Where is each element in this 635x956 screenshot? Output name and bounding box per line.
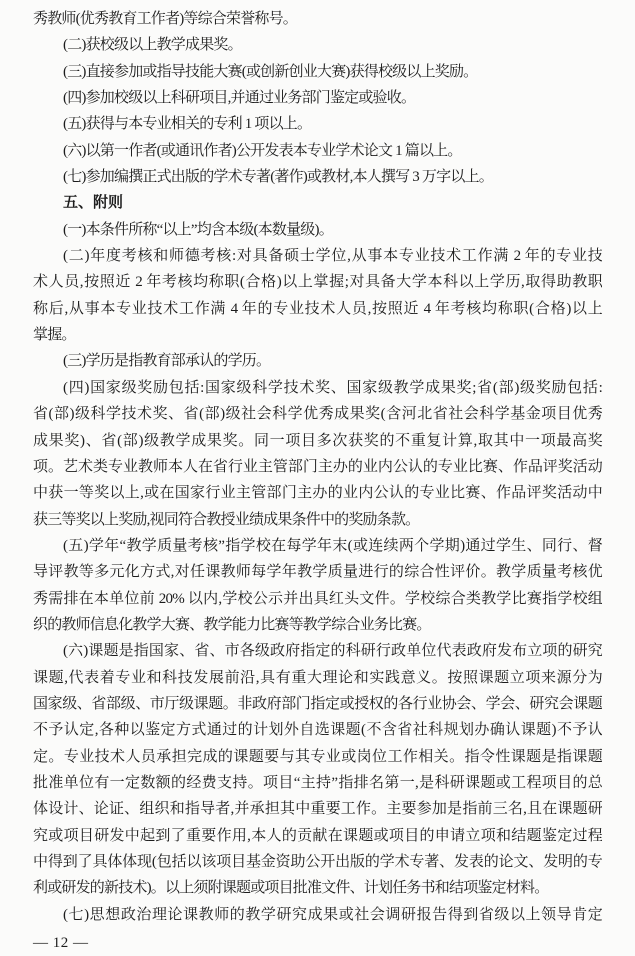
text-line: (三)直接参加或指导技能大赛(或创新创业大赛)获得校级以上奖励。 [63, 63, 478, 80]
text-line: (四)参加校级以上科研项目,并通过业务部门鉴定或验收。 [63, 90, 416, 107]
text-line: 掌握。 [33, 327, 76, 344]
text-line: 国家级、省部级、市厅级课题。非政府部门指定或授权的各行业协会、学会、研究会课题 [33, 695, 602, 712]
text-line: 中得到了具体体现(包括以该项目基金资助公开出版的学术专著、发表的论文、发明的专 [33, 854, 602, 870]
text-line: 导评教等多元化方式,对任课教师每学年教学质量进行的综合性评价。教学质量考核优 [33, 564, 602, 581]
text-line: 项。艺术类专业教师本人在省行业主管部门主办的业内公认的专业比赛、作品评奖活动 [33, 458, 602, 475]
text-line: 课题,代表着专业和科技发展前沿,具有重大理论和实践意义。按照课题立项来源分为 [33, 669, 602, 686]
text-lines [33, 6, 602, 928]
text-line: 获三等奖以上奖励,视同符合教授业绩成果条件中的奖励条款。 [33, 511, 420, 528]
text-line: (七)思想政治理论课教师的教学研究成果或社会调研报告得到省级以上领导肯定 [63, 906, 602, 923]
text-line: 不予认定,各种以鉴定方式通过的计划外自选课题(不含省社科规划办确认课题)不予认 [33, 722, 602, 739]
text-line: 定。专业技术人员承担完成的课题要与其专业或岗位工作相关。指令性课题是指课题 [33, 748, 602, 765]
text-line: 秀教师(优秀教育工作者)等综合荣誉称号。 [33, 11, 297, 27]
text-line: (二)获校级以上教学成果奖。 [63, 37, 242, 54]
text-line: (五)获得与本专业相关的专利 1 项以上。 [63, 116, 312, 133]
text-line: 利或研发的新技术)。以上须附课题或项目批准文件、计划任务书和结项鉴定材料。 [33, 880, 549, 897]
text-line: 成果奖)、省(部)级教学成果奖。同一项目多次获奖的不重复计算,取其中一项最高奖 [33, 432, 602, 449]
text-line: 织的教师信息化教学大赛、教学能力比赛等教学综合业务比赛。 [33, 616, 431, 633]
text-line: 体设计、论证、组织和指导者,并承担其中重要工作。主要参加是指前三名,且在课题研 [33, 801, 602, 818]
text-line: (七)参加编撰正式出版的学术专著(著作)或教材,本人撰写 3 万字以上。 [63, 169, 493, 186]
text-line: (六)课题是指国家、省、市各级政府指定的科研行政单位代表政府发布立项的研究 [63, 643, 602, 660]
page-number: — 12 — [33, 935, 89, 952]
text-line: 究或项目研发中起到了重要作用,本人的贡献在课题或项目的申请立项和结题鉴定过程 [33, 827, 602, 844]
text-line: 术人员,按照近 2 年考核均称职(合格)以上掌握;对具备大学本科以上学历,取得助教职 [33, 274, 602, 291]
text-line: (五)学年“教学质量考核”指学校在每学年末(或连续两个学期)通过学生、同行、督 [63, 537, 602, 554]
text-line: 中获一等奖以上,或在国家行业主管部门主办的业内公认的专业比赛、作品评奖活动中 [33, 485, 602, 502]
text-line: (四)国家级奖励包括:国家级科学技术奖、国家级教学成果奖;省(部)级奖励包括: [63, 379, 602, 396]
section-heading: 五、附则 [63, 194, 124, 212]
text-line: (六)以第一作者(或通讯作者)公开发表本专业学术论文 1 篇以上。 [63, 142, 462, 159]
text-line: 秀需排在本单位前 20% 以内,学校公示并出具红头文件。学校综合类教学比赛指学校组 [33, 590, 602, 607]
text-line: 省(部)级科学技术奖、省(部)级社会科学优秀成果奖(含河北省社会科学基金项目优秀 [33, 406, 602, 423]
text-line: 称后,从事本专业技术工作满 4 年的专业技术人员,按照近 4 年考核均称职(合格)以上 [33, 300, 602, 317]
text-line: (一)本条件所称“以上”均含本级(本数量级)。 [63, 221, 333, 238]
text-line: (三)学历是指教育部承认的学历。 [63, 353, 271, 370]
text-line: (二)年度考核和师德考核:对具备硕士学位,从事本专业技术工作满 2 年的专业技 [63, 248, 602, 265]
text-line: 批准单位有一定数额的经费支持。项目“主持”指排名第一,是科研课题或工程项目的总 [33, 774, 602, 791]
